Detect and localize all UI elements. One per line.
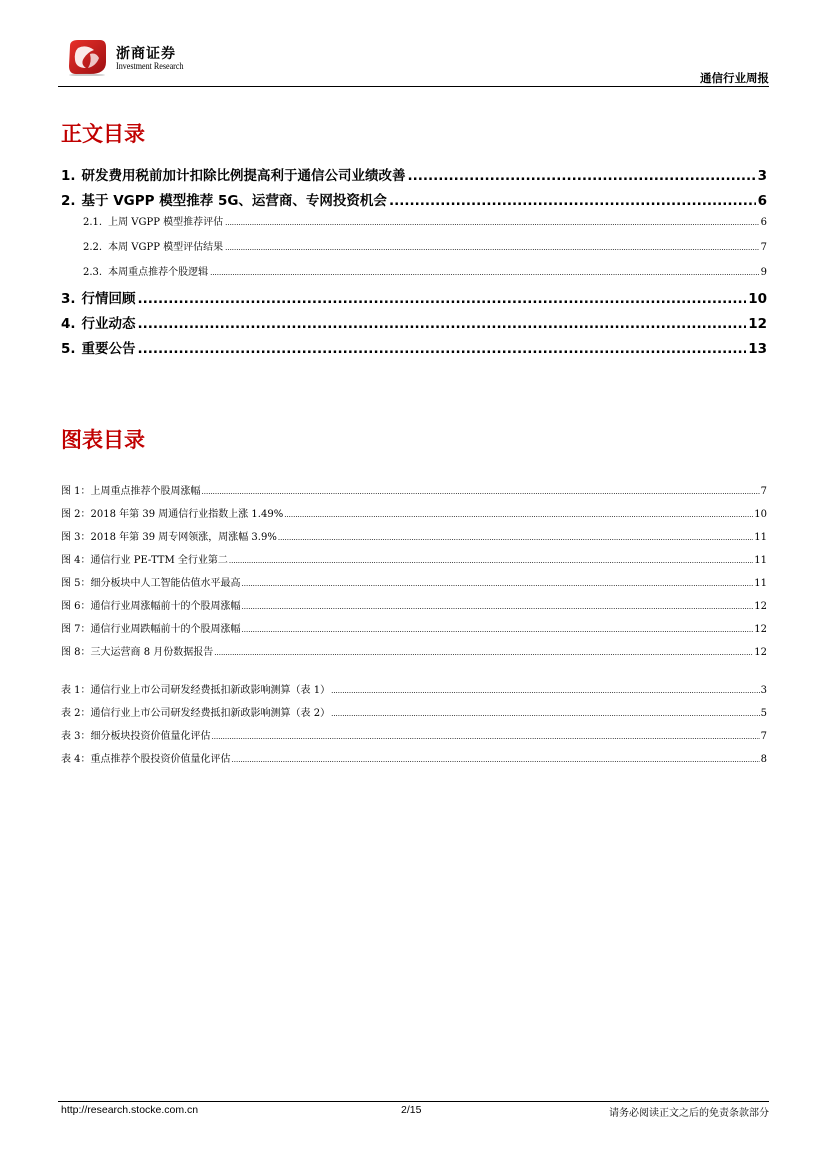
footer-divider [58,1101,769,1102]
toc-entry-label: 研发费用税前加计扣除比例提高利于通信公司业绩改善 [81,168,406,184]
toc-subentry[interactable] [61,263,767,288]
toc-entry-label: 本周 VGPP 模型评估结果 [108,242,224,254]
dot-leader [210,269,759,277]
toc-list [61,164,767,362]
table-entry-label: 表 3：细分板块投资价值量化评估 [61,731,211,742]
header-divider [58,86,769,87]
toc-entry-number: 2. [61,192,76,209]
figure-entry-page: 12 [754,624,767,635]
dot-leader [331,710,760,718]
dot-leader [212,733,760,741]
footer-url-link[interactable]: http://research.stocke.com.cn [61,1104,199,1116]
dot-leader [229,557,753,565]
figure-entry-page: 10 [754,509,767,520]
dot-leader [242,603,754,611]
toc-entry-number: 5. [61,340,76,357]
toc-entry-page: 3 [757,168,767,184]
table-entry[interactable] [61,750,767,773]
figure-entry-label: 图 2：2018 年第 39 周通信行业指数上涨 1.49% [61,509,284,520]
dot-leader [225,244,759,252]
toc-entry-number: 2.3. [83,266,103,278]
dot-leader [202,488,760,496]
disclaimer-note: 请务必阅读正文之后的免责条款部分 [609,1108,769,1119]
toc-subentry[interactable] [61,238,767,263]
figure-entry[interactable] [61,643,767,666]
page-number: 2/15 [401,1104,422,1116]
table-entry-label: 表 2：通信行业上市公司研发经费抵扣新政影响测算（表 2） [61,708,331,719]
dot-leader [138,316,747,332]
table-entry-page: 5 [760,708,767,719]
dot-leader [214,649,753,657]
table-entry[interactable] [61,727,767,750]
toc-entry-label: 上周 VGPP 模型推荐评估 [108,217,224,229]
toc-entry-page: 13 [748,340,767,357]
figure-entry[interactable] [61,482,767,505]
toc-title: 正文目录 [61,122,145,146]
figure-entry-label: 图 1：上周重点推荐个股周涨幅 [61,486,201,497]
toc-entry-label: 重要公告 [81,340,136,357]
toc-entry[interactable] [61,312,767,337]
figure-entry-page: 7 [760,486,767,497]
brand-name-cn: 浙商证券 [116,46,176,62]
toc-entry[interactable] [61,164,767,189]
toc-entry-page: 7 [760,242,767,254]
figure-entry[interactable] [61,597,767,620]
figures-title: 图表目录 [61,428,145,452]
dot-leader [138,341,747,357]
figure-entry-label: 图 6：通信行业周涨幅前十的个股周涨幅 [61,601,241,612]
table-entry-page: 8 [760,754,767,765]
toc-entry-label: 基于 VGPP 模型推荐 5G、运营商、专网投资机会 [81,192,387,209]
figure-entry[interactable] [61,574,767,597]
table-entry[interactable] [61,704,767,727]
figure-entry-label: 图 7：通信行业周跌幅前十的个股周涨幅 [61,624,241,635]
figure-entry[interactable] [61,505,767,528]
toc-entry-number: 2.2. [83,242,103,254]
dot-leader [232,756,760,764]
table-entry-page: 7 [760,731,767,742]
figure-entry[interactable] [61,528,767,551]
dot-leader [284,511,753,519]
toc-entry[interactable] [61,337,767,362]
toc-entry-number: 4. [61,316,76,333]
table-entry-page: 3 [760,685,767,696]
toc-entry-number: 3. [61,291,76,308]
figure-entry-page: 12 [754,647,767,658]
table-entry-label: 表 4：重点推荐个股投资价值量化评估 [61,754,231,765]
toc-entry-label: 本周重点推荐个股逻辑 [108,266,209,278]
figure-entry-label: 图 8：三大运营商 8 月份数据报告 [61,647,214,658]
table-list [61,681,767,773]
toc-entry-label: 行情回顾 [81,291,136,308]
toc-entry[interactable] [61,287,767,312]
table-entry-label: 表 1：通信行业上市公司研发经费抵扣新政影响测算（表 1） [61,685,331,696]
figure-entry[interactable] [61,551,767,574]
figure-entry-page: 12 [754,601,767,612]
toc-entry[interactable] [61,189,767,214]
toc-entry-page: 6 [757,192,767,209]
brand-name-en: Investment Research [116,62,184,72]
toc-entry-page: 12 [748,316,767,333]
dot-leader [242,580,754,588]
company-logo-icon [66,38,108,76]
toc-entry-number: 1. [61,168,76,184]
toc-entry-page: 6 [760,217,767,229]
dot-leader [408,168,756,184]
toc-entry-page: 10 [748,291,767,308]
dot-leader [278,534,753,542]
dot-leader [331,687,760,695]
figure-entry[interactable] [61,620,767,643]
dot-leader [138,291,747,307]
figure-entry-label: 图 4：通信行业 PE-TTM 全行业第二 [61,555,228,566]
figure-entry-page: 11 [754,532,767,543]
dot-leader [242,626,754,634]
dot-leader [225,219,759,227]
toc-subentry[interactable] [61,213,767,238]
figure-entry-page: 11 [754,555,767,566]
toc-entry-number: 2.1. [83,217,103,229]
toc-entry-page: 9 [760,266,767,278]
table-entry[interactable] [61,681,767,704]
brand [116,46,195,73]
figure-entry-page: 11 [754,578,767,589]
document-type: 通信行业周报 [700,71,769,85]
dot-leader [389,193,756,209]
figure-list [61,482,767,666]
figure-entry-label: 图 3：2018 年第 39 周专网领涨，周涨幅 3.9% [61,532,277,543]
figure-entry-label: 图 5：细分板块中人工智能估值水平最高 [61,578,241,589]
toc-entry-label: 行业动态 [81,316,136,333]
